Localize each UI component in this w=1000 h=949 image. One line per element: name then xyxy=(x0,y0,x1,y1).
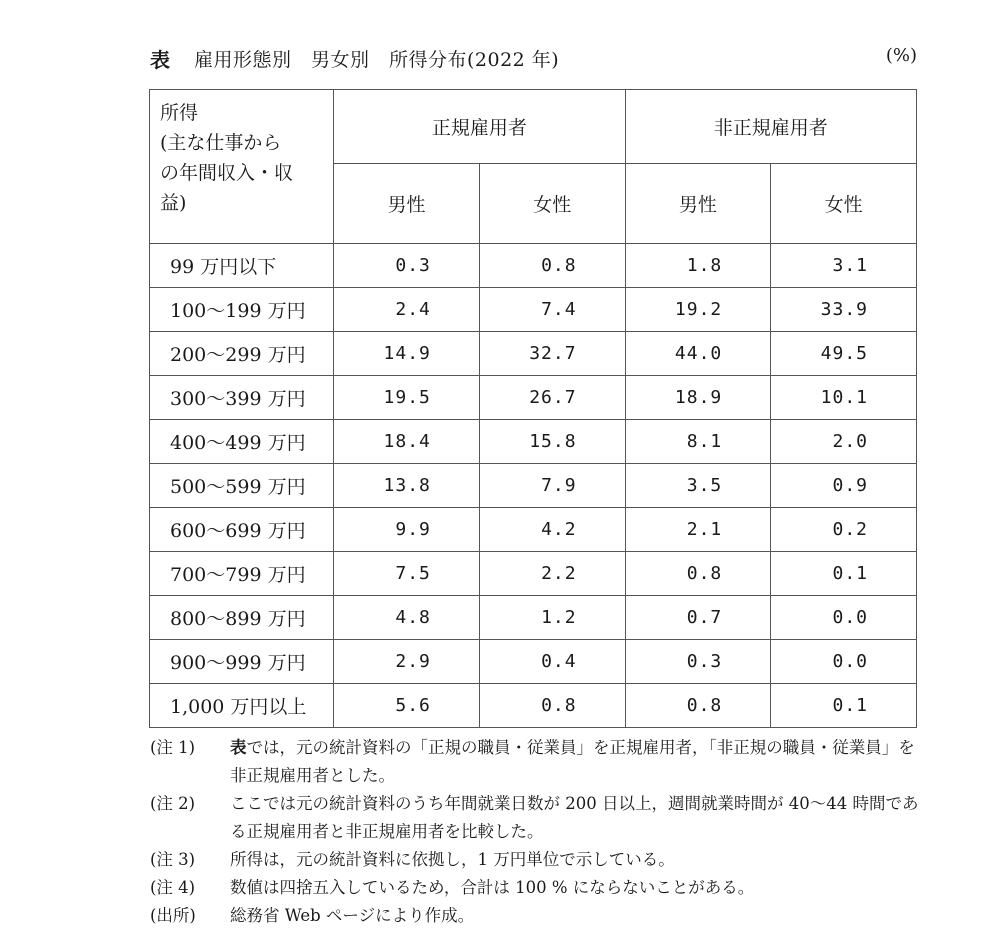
table-row xyxy=(150,376,917,420)
table-row xyxy=(150,684,917,728)
note-tag: (注 1) xyxy=(150,738,196,757)
value-cell: 0.8 xyxy=(479,684,625,728)
income-distribution-table xyxy=(149,89,917,728)
value-cell: 2.4 xyxy=(334,288,480,332)
value-cell: 0.1 xyxy=(771,552,917,596)
value-cell: 10.1 xyxy=(771,376,917,420)
table-row xyxy=(150,464,917,508)
value-cell: 0.1 xyxy=(771,684,917,728)
note-text xyxy=(230,734,930,790)
note-body-text: では，元の統計資料の「正規の職員・従業員」を正規雇用者，「非正規の職員・従業員」を非正規雇用者とした。 xyxy=(230,738,915,785)
income-bracket-label: 700〜799 万円 xyxy=(150,552,334,596)
value-cell: 19.2 xyxy=(625,288,771,332)
group-header-regular: 正規雇用者 xyxy=(334,90,625,164)
sex-header-male: 男性 xyxy=(334,164,480,244)
value-cell: 0.8 xyxy=(479,244,625,288)
value-cell: 18.4 xyxy=(334,420,480,464)
note-item xyxy=(150,846,930,874)
note-body-text: 所得は，元の統計資料に依拠し，1 万円単位で示している。 xyxy=(230,850,675,869)
value-cell: 0.3 xyxy=(625,640,771,684)
title-text: 雇用形態別 男女別 所得分布(2022 年) xyxy=(194,49,560,71)
unit-label: (%) xyxy=(885,45,917,66)
sex-header-female: 女性 xyxy=(479,164,625,244)
value-cell: 1.8 xyxy=(625,244,771,288)
table-row xyxy=(150,596,917,640)
income-header xyxy=(150,90,334,244)
table-row xyxy=(150,552,917,596)
note-body-text: ここでは元の統計資料のうち年間就業日数が 200 日以上，週間就業時間が 40〜44 時間である正規雇用者と非正規雇用者を比較した。 xyxy=(230,794,919,841)
value-cell: 3.1 xyxy=(771,244,917,288)
value-cell: 0.8 xyxy=(625,552,771,596)
income-bracket-label: 100〜199 万円 xyxy=(150,288,334,332)
value-cell: 2.2 xyxy=(479,552,625,596)
note-text xyxy=(230,902,930,930)
value-cell: 33.9 xyxy=(771,288,917,332)
income-bracket-label: 400〜499 万円 xyxy=(150,420,334,464)
note-item xyxy=(150,874,930,902)
table-row xyxy=(150,420,917,464)
note-text xyxy=(230,790,930,846)
value-cell: 7.5 xyxy=(334,552,480,596)
value-cell: 0.4 xyxy=(479,640,625,684)
value-cell: 0.9 xyxy=(771,464,917,508)
value-cell: 19.5 xyxy=(334,376,480,420)
note-body-text: 数値は四捨五入しているため，合計は 100 % にならないことがある。 xyxy=(230,878,755,897)
value-cell: 15.8 xyxy=(479,420,625,464)
value-cell: 1.2 xyxy=(479,596,625,640)
note-item xyxy=(150,902,930,930)
note-tag: (出所) xyxy=(150,906,196,925)
value-cell: 32.7 xyxy=(479,332,625,376)
value-cell: 2.0 xyxy=(771,420,917,464)
table-title xyxy=(150,44,917,74)
income-bracket-label: 500〜599 万円 xyxy=(150,464,334,508)
value-cell: 26.7 xyxy=(479,376,625,420)
income-bracket-label: 99 万円以下 xyxy=(150,244,334,288)
title-label: 表 xyxy=(150,48,170,72)
value-cell: 4.8 xyxy=(334,596,480,640)
notes-section xyxy=(150,734,930,930)
value-cell: 3.5 xyxy=(625,464,771,508)
value-cell: 0.3 xyxy=(334,244,480,288)
income-bracket-label: 200〜299 万円 xyxy=(150,332,334,376)
value-cell: 0.2 xyxy=(771,508,917,552)
note-item xyxy=(150,734,930,790)
income-bracket-label: 800〜899 万円 xyxy=(150,596,334,640)
note-item xyxy=(150,790,930,846)
group-header-nonregular: 非正規雇用者 xyxy=(625,90,916,164)
value-cell: 2.1 xyxy=(625,508,771,552)
note-bold-ref: 表 xyxy=(230,738,247,757)
income-bracket-label: 1,000 万円以上 xyxy=(150,684,334,728)
sex-header-female: 女性 xyxy=(771,164,917,244)
value-cell: 0.0 xyxy=(771,640,917,684)
income-bracket-label: 600〜699 万円 xyxy=(150,508,334,552)
value-cell: 0.0 xyxy=(771,596,917,640)
income-header-line: (主な仕事から xyxy=(160,132,282,154)
value-cell: 4.2 xyxy=(479,508,625,552)
value-cell: 5.6 xyxy=(334,684,480,728)
sex-header-male: 男性 xyxy=(625,164,771,244)
income-header-line: 益) xyxy=(160,192,187,214)
value-cell: 9.9 xyxy=(334,508,480,552)
value-cell: 0.7 xyxy=(625,596,771,640)
table-row xyxy=(150,244,917,288)
note-text xyxy=(230,874,930,902)
note-tag: (注 2) xyxy=(150,794,196,813)
value-cell: 13.8 xyxy=(334,464,480,508)
table-row xyxy=(150,332,917,376)
value-cell: 2.9 xyxy=(334,640,480,684)
note-tag: (注 4) xyxy=(150,878,196,897)
table-row xyxy=(150,508,917,552)
value-cell: 7.9 xyxy=(479,464,625,508)
table-row xyxy=(150,288,917,332)
income-bracket-label: 900〜999 万円 xyxy=(150,640,334,684)
note-tag: (注 3) xyxy=(150,850,196,869)
value-cell: 0.8 xyxy=(625,684,771,728)
value-cell: 49.5 xyxy=(771,332,917,376)
value-cell: 18.9 xyxy=(625,376,771,420)
value-cell: 7.4 xyxy=(479,288,625,332)
note-body-text: 総務省 Web ページにより作成。 xyxy=(230,906,475,925)
income-header-line: 所得 xyxy=(160,102,199,124)
income-header-line: の年間収入・収 xyxy=(160,162,294,184)
value-cell: 14.9 xyxy=(334,332,480,376)
table-body xyxy=(150,244,917,728)
value-cell: 8.1 xyxy=(625,420,771,464)
table-row xyxy=(150,640,917,684)
note-text xyxy=(230,846,930,874)
income-bracket-label: 300〜399 万円 xyxy=(150,376,334,420)
value-cell: 44.0 xyxy=(625,332,771,376)
